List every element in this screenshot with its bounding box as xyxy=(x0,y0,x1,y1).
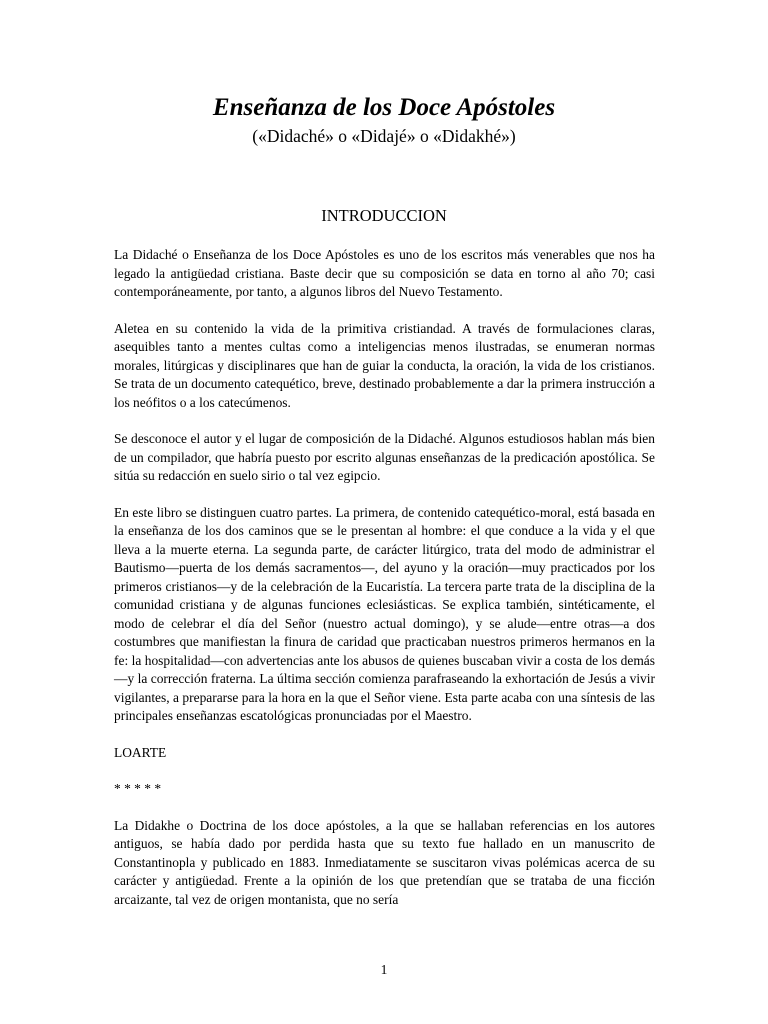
paragraph: La Didaché o Enseñanza de los Doce Apóstoles es uno de los escritos más venerables que nos ha legado la antigüedad cristiana. Baste decir que su composición se data en torno al año 70; casi contemporáneamente, por tanto, a algunos libros del Nuevo Testamento. xyxy=(114,247,655,299)
page-number: 1 xyxy=(380,962,388,977)
paragraph: Se desconoce el autor y el lugar de composición de la Didaché. Algunos estudiosos hablan más bien de un compilador, que habría puesto por escrito algunas enseñanzas de la predicación apostólica. Se sitúa su redacción en suelo sirio o tal vez egipcio. xyxy=(114,431,655,483)
section-heading: INTRODUCCION xyxy=(321,206,447,225)
document-subtitle: («Didaché» o «Didajé» o «Didakhé») xyxy=(252,126,516,146)
paragraph: La Didakhe o Doctrina de los doce apóstoles, a la que se hallaban referencias en los autores antiguos, se había dado por perdida hasta que su texto fue hallado en un manuscrito de Constantinopla y publicado en 1883. Inmediatamente se suscitaron vivas polémicas acerca de su carácter y antigüedad. Frente a la opinión de los que pretendían que se trataba de una ficción arcaizante, tal vez de origen montanista, que no sería xyxy=(114,817,655,907)
author-signature: LOARTE xyxy=(114,744,167,760)
document-title: Enseñanza de los Doce Apóstoles xyxy=(212,94,556,121)
section-separator: * * * * * xyxy=(114,781,162,796)
document-body xyxy=(114,246,655,927)
paragraph: En este libro se distinguen cuatro partes. La primera, de contenido catequético-moral, está basada en la enseñanza de los dos caminos que se le presentan al hombre: el que conduce a la vida y el que lleva a la muerte eterna. La segunda parte, de carácter litúrgico, trata del modo de administrar el Bautismo—puerta de los demás sacramentos—, del ayuno y la oración—muy practicados por los primeros cristianos—y de la celebración de la Eucaristía. La tercera parte trata de la disciplina de la comunidad cristiana y de algunas funciones eclesiásticas. Se explica también, sintéticamente, el modo de celebrar el día del Señor (nuestro actual domingo), y se alude—entre otras—a dos costumbres que manifiestan la finura de caridad que practicaban nuestros primeros hermanos en la fe: la hospitalidad—con advertencias ante los abusos de quienes buscaban vivir a costa de los demás—y la corrección fraterna. La última sección comienza parafraseando la exhortación de Jesús a vivir vigilantes, a prepararse para la hora en la que el Señor viene. Esta parte acaba con una síntesis de las principales enseñanzas escatológicas pronunciadas por el Maestro. xyxy=(114,504,655,723)
paragraph: Aletea en su contenido la vida de la primitiva cristiandad. A través de formulaciones claras, asequibles tanto a mentes cultas como a inteligencias menos ilustradas, se enumeran normas morales, litúrgicas y disciplinares que han de guiar la conducta, la oración, la vida de los cristianos. Se trata de un documento catequético, breve, destinado probablemente a dar la primera instrucción a los neófitos o a los catecúmenos. xyxy=(114,320,655,410)
